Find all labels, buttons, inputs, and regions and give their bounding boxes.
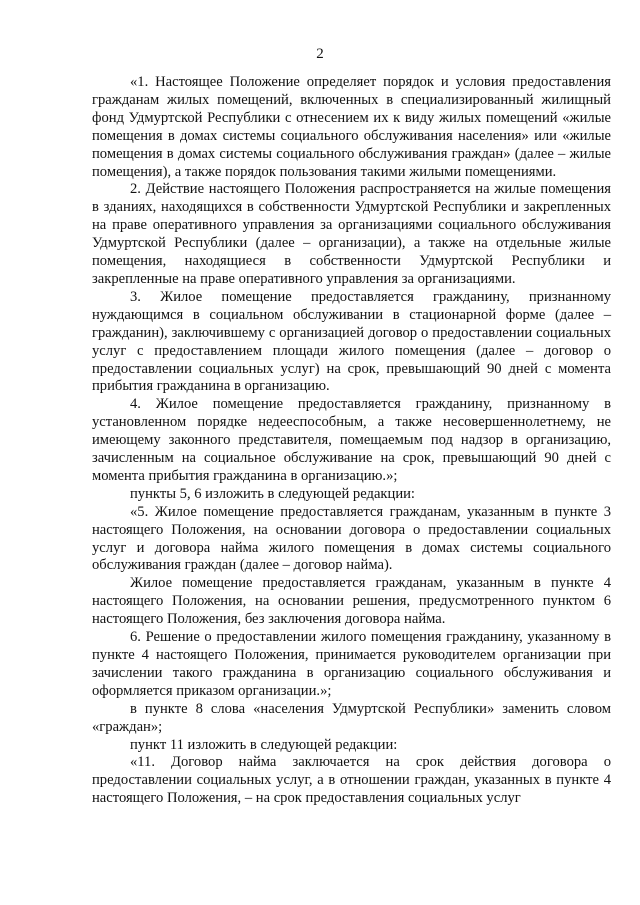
paragraph-5: пункты 5, 6 изложить в следующей редакции: — [130, 485, 415, 502]
paragraph-6: «5. Жилое помещение предоставляется гражданам, указанным в пункте 3 настоящего Положения, на основании договора о предоставлении социальных услуг и договора найма жилого помещения в домах системы социального обслуживания граждан (далее – договор найма). — [92, 503, 611, 574]
paragraph-1: «1. Настоящее Положение определяет порядок и условия предоставления гражданам жилых помещений, включенных в специализированный жилищный фонд Удмуртской Республики с отнесением их к виду жилых помещений «жилые помещения в домах системы социального обслуживания населения» или «жилые помещения в домах системы социального обслуживания граждан» (далее – жилые помещения), а также порядок пользования такими жилыми помещениями. — [92, 74, 611, 180]
paragraph-10: пункт 11 изложить в следующей редакции: — [130, 736, 398, 753]
paragraph-7: Жилое помещение предоставляется гражданам, указанным в пункте 4 настоящего Положения, на основании решения, предусмотренного пунктом 6 настоящего Положения, без заключения договора найма. — [92, 575, 611, 628]
paragraph-11: «11. Договор найма заключается на срок действия договора о предоставлении социальных услуг, а в отношении граждан, указанных в пункте 4 настоящего Положения, – на срок предоставления социальных услуг — [92, 754, 611, 807]
paragraph-8: 6. Решение о предоставлении жилого помещения гражданину, указанному в пункте 4 настоящего Положения, принимается руководителем организации при зачислении такого гражданина в организацию социального обслуживания и оформляется приказом организации.»; — [92, 629, 611, 699]
paragraph-9: в пункте 8 слова «населения Удмуртской Республики» заменить словом «граждан»; — [92, 700, 611, 735]
paragraph-2: 2. Действие настоящего Положения распространяется на жилые помещения в зданиях, находящихся в собственности Удмуртской Республики и закрепленных на праве оперативного управления за организациями социального обслуживания Удмуртской Республики (далее – организации), а также на отдельные жилые помещения, находящиеся в собственности Удмуртской Республики и закрепленные на праве оперативного управления за организациями. — [92, 181, 611, 287]
paragraph-3: 3. Жилое помещение предоставляется гражданину, признанному нуждающимся в социальном обслуживании в стационарной форме (далее – гражданин), заключившему с организацией договор о предоставлении социальных услуг с предоставлением площади жилого помещения (далее – договор о предоставлении социальных услуг) на срок, превышающий 90 дней с момента прибытия гражданина в организацию. — [92, 288, 611, 395]
paragraph-4: 4. Жилое помещение предоставляется гражданину, признанному в установленном порядке недееспособным, а также несовершеннолетнему, не имеющему законного представителя, помещаемым под надзор в организацию, зачисленным на социальное обслуживание на срок, превышающий 90 дней с момента прибытия гражданина в организацию.»; — [92, 396, 611, 484]
page-number: 2 — [316, 46, 324, 62]
document-body — [92, 74, 611, 808]
